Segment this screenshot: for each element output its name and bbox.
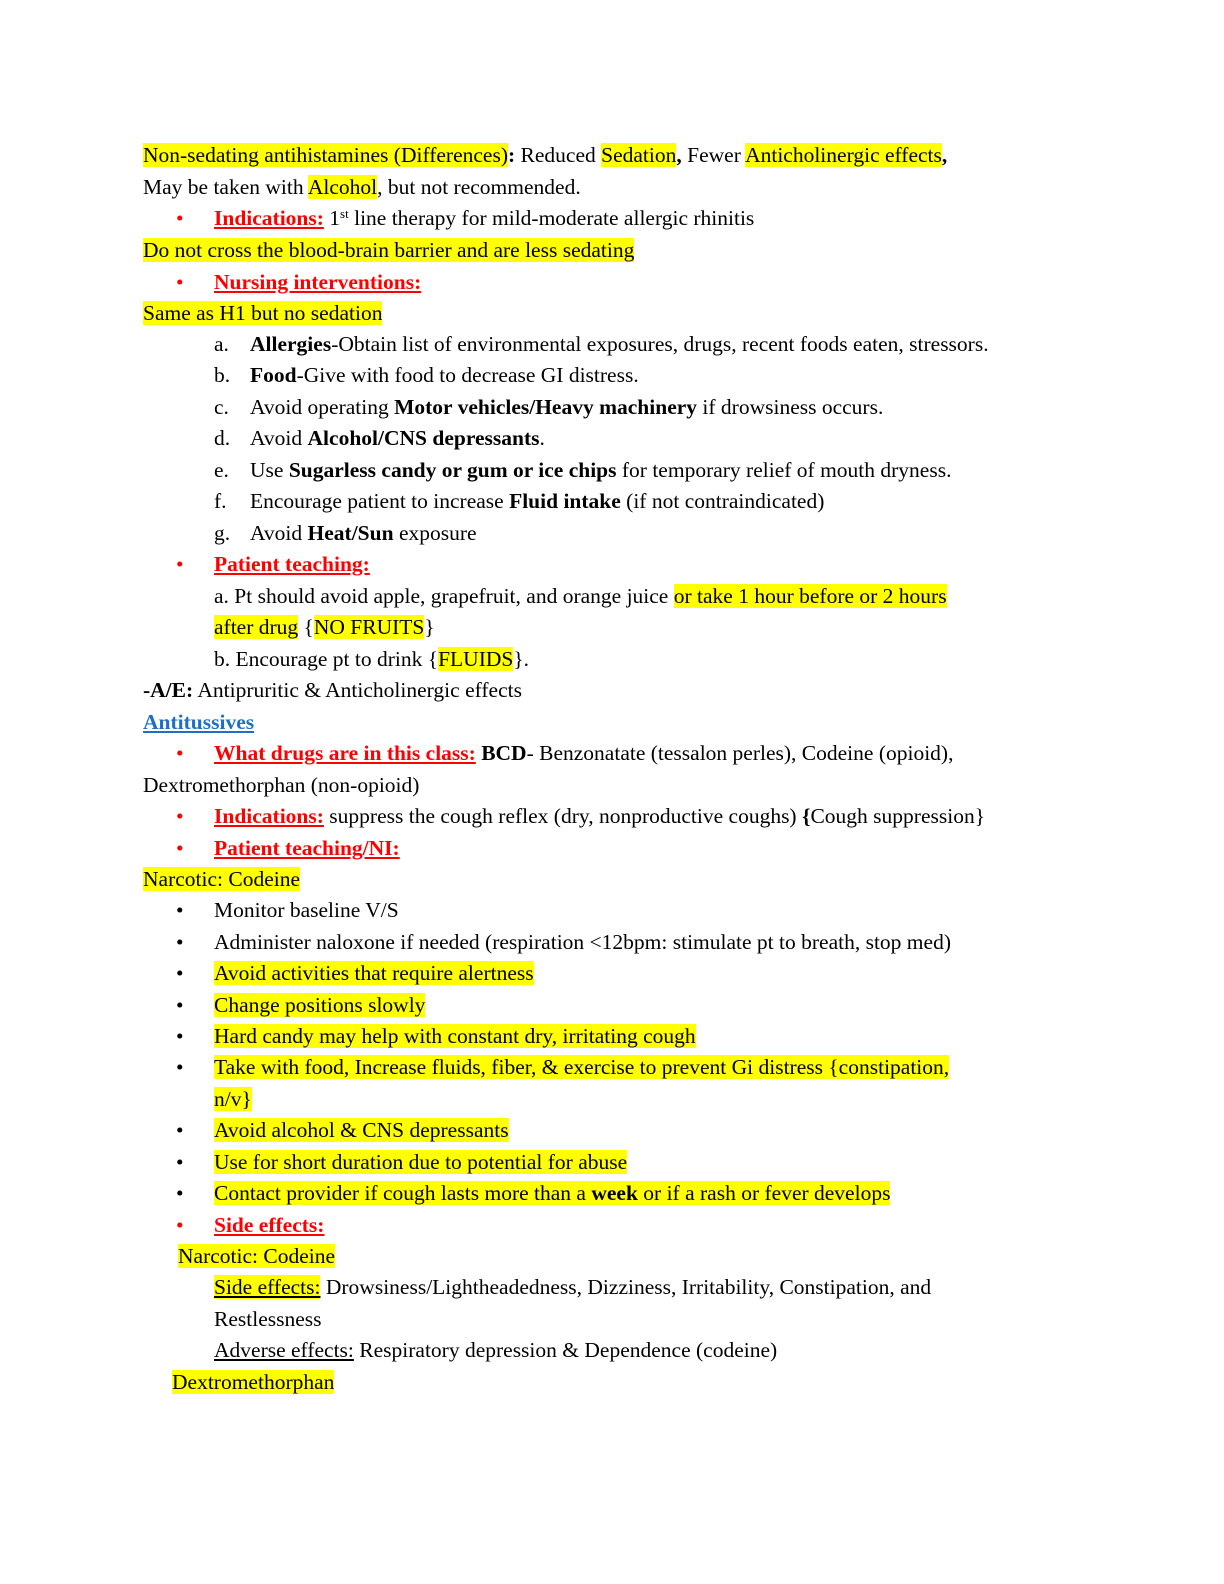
codeine-side-effects-line-2 [214,1306,322,1332]
list-item [250,331,989,357]
text: Cough suppression} [810,804,986,828]
bold-term: Fluid intake [509,489,621,513]
list-label: e. [214,458,229,482]
text: Respiratory depression & Dependence (codeine) [353,1338,778,1362]
text: line therapy for mild-moderate allergic rhinitis [348,206,755,230]
bold-term: Sugarless candy or gum or ice chips [288,458,617,482]
list-item [250,488,824,514]
text: Drowsiness/Lightheadedness, Dizziness, Irritability, Constipation, and [320,1275,932,1299]
text: Dextromethorphan (non-opioid) [143,773,420,797]
teaching-a-line-2 [214,614,435,640]
adverse-effects-line [143,677,522,703]
text: May be taken with [143,175,308,199]
narcotic-codeine-heading [143,866,300,892]
text: }. [513,647,530,671]
label-patient-teaching-ni: Patient teaching/NI: [214,836,400,860]
list-item [250,362,639,388]
text: , but not recommended. [377,175,581,199]
text-reduced: Reduced [515,143,602,167]
highlight-text: Hard candy may help with constant dry, irritating cough [214,1024,696,1048]
bullet: • [176,206,184,230]
text: (if not contraindicated) [620,489,825,513]
side-effects-codeine-heading [178,1243,335,1269]
highlight-bold-week: week [591,1181,638,1205]
highlight-fluids: FLUIDS [438,647,514,671]
bullet: • [176,270,184,294]
text: Monitor baseline V/S [214,898,399,922]
highlight-text: Dextromethorphan [172,1370,335,1394]
text: for temporary relief of mouth dryness. [616,458,952,482]
nursing-interventions-heading [214,269,421,295]
highlight-alcohol: Alcohol [307,175,378,199]
bullet: • [176,1055,184,1079]
bold-term: Allergies [250,332,332,356]
bold-term: Motor vehicles/Heavy machinery [394,395,698,419]
comma: , [676,143,682,167]
list-item [250,457,951,483]
bullet: • [176,961,184,985]
highlight-text: Change positions slowly [214,993,426,1017]
list-item [214,1149,627,1175]
bold-term: Food [250,363,297,387]
codeine-side-effects-line [214,1274,931,1300]
text: suppress the cough reflex (dry, nonproductive coughs) [323,804,802,828]
bullet: • [176,741,184,765]
bold-term: Alcohol/CNS depressants [307,426,540,450]
label-indications: Indications: [214,206,324,230]
bullet: • [176,1181,184,1205]
bullet: • [176,1024,184,1048]
text-fewer: Fewer [681,143,746,167]
text: Restlessness [214,1307,322,1331]
underlined-label: Adverse effects: [214,1338,354,1362]
text: Use [250,458,289,482]
highlight-text: Contact provider if cough lasts more than a [214,1181,592,1205]
bullet: • [176,993,184,1017]
list-item [214,1054,949,1080]
text: exposure [393,521,477,545]
highlight-sedation: Sedation [601,143,677,167]
highlight-text: Use for short duration due to potential for abuse [214,1150,628,1174]
label-drugs-in-class: What drugs are in this class: [214,741,476,765]
intro-line-2 [143,174,581,200]
highlight-underlined-label: Side effects: [214,1275,321,1299]
text: if drowsiness occurs. [697,395,884,419]
list-item [214,1023,696,1049]
list-item [250,425,545,451]
bold-brace: { [801,804,811,828]
bullet: • [176,804,184,828]
highlight-anticholinergic: Anticholinergic effects [745,143,942,167]
bullet: • [176,930,184,954]
teaching-a-line-1 [214,583,947,609]
bullet: • [176,898,184,922]
drugs-in-class-line [214,740,953,766]
list-label: f. [214,489,227,513]
list-label: b. [214,363,231,387]
list-item [214,929,951,955]
label-nursing-interventions: Nursing interventions: [214,270,422,294]
text: b. Encourage pt to drink { [214,647,439,671]
list-label: g. [214,521,231,545]
drugs-in-class-line-2 [143,772,419,798]
heading-text: Antitussives [143,710,255,734]
bullet: • [176,1213,184,1237]
highlight-text: or if a rash or fever develops [637,1181,891,1205]
text: Administer naloxone if needed (respiration <12bpm: stimulate pt to breath, stop med) [214,930,951,954]
list-item [250,520,477,546]
text: Encourage patient to increase [250,489,510,513]
highlight-text: Narcotic: Codeine [178,1244,336,1268]
text: - Benzonatate (tessalon perles), Codeine (opioid), [526,741,954,765]
list-item [250,394,883,420]
codeine-adverse-effects-line [214,1337,777,1363]
highlight-text: Do not cross the blood-brain barrier and are less sedating [143,238,635,262]
patient-teaching-ni-heading [214,835,400,861]
highlight-text: after drug [214,615,299,639]
highlight-no-fruits: NO FRUITS [313,615,425,639]
side-effects-heading [214,1212,324,1238]
text: Avoid [250,426,308,450]
text: . [539,426,545,450]
list-item-continuation [214,1086,252,1112]
same-as-h1-line [143,300,382,326]
bold-term: Heat/Sun [307,521,394,545]
dextromethorphan-heading [172,1369,334,1395]
bullet: • [176,836,184,860]
label-indications: Indications: [214,804,324,828]
section-heading-antitussives [143,709,254,735]
indications-line [214,205,754,231]
list-label: c. [214,395,229,419]
text: } [424,615,435,639]
list-item [214,897,399,923]
text: -Give with food to decrease GI distress. [296,363,639,387]
label-side-effects: Side effects: [214,1213,325,1237]
comma: , [941,143,948,167]
text: Avoid operating [250,395,395,419]
list-item [214,1180,890,1206]
highlight-text: n/v} [214,1087,252,1111]
text: { [298,615,314,639]
text: a. Pt should avoid apple, grapefruit, and orange juice [214,584,674,608]
highlight-text: or take 1 hour before or 2 hours [673,584,947,608]
superscript: st [340,206,349,221]
list-label: d. [214,426,231,450]
bbb-line [143,237,634,263]
bullet: • [176,552,184,576]
teaching-b-line [214,646,529,672]
label-ae: -A/E: [143,678,194,702]
list-item [214,1117,509,1143]
highlight-text: Avoid activities that require alertness [214,961,534,985]
highlight-text: Take with food, Increase fluids, fiber, & exercise to prevent Gi distress {constipation, [214,1055,950,1079]
bold-term: BCD [475,741,527,765]
list-item [214,960,534,986]
heading-non-sedating: Non-sedating antihistamines (Differences) [143,143,508,167]
text: Avoid [250,521,308,545]
highlight-text: Same as H1 but no sedation [143,301,383,325]
highlight-text: Avoid alcohol & CNS depressants [214,1118,509,1142]
list-label: a. [214,332,229,356]
label-patient-teaching: Patient teaching: [214,552,370,576]
text: 1 [323,206,341,230]
colon: : [508,143,516,167]
text: -Obtain list of environmental exposures, drugs, recent foods eaten, stressors. [331,332,989,356]
bullet: • [176,1150,184,1174]
text: Antipruritic & Anticholinergic effects [193,678,522,702]
list-item [214,992,425,1018]
bullet: • [176,1118,184,1142]
patient-teaching-heading [214,551,370,577]
highlight-text: Narcotic: Codeine [143,867,301,891]
intro-line-1 [143,142,947,168]
antitussive-indications-line [214,803,985,829]
